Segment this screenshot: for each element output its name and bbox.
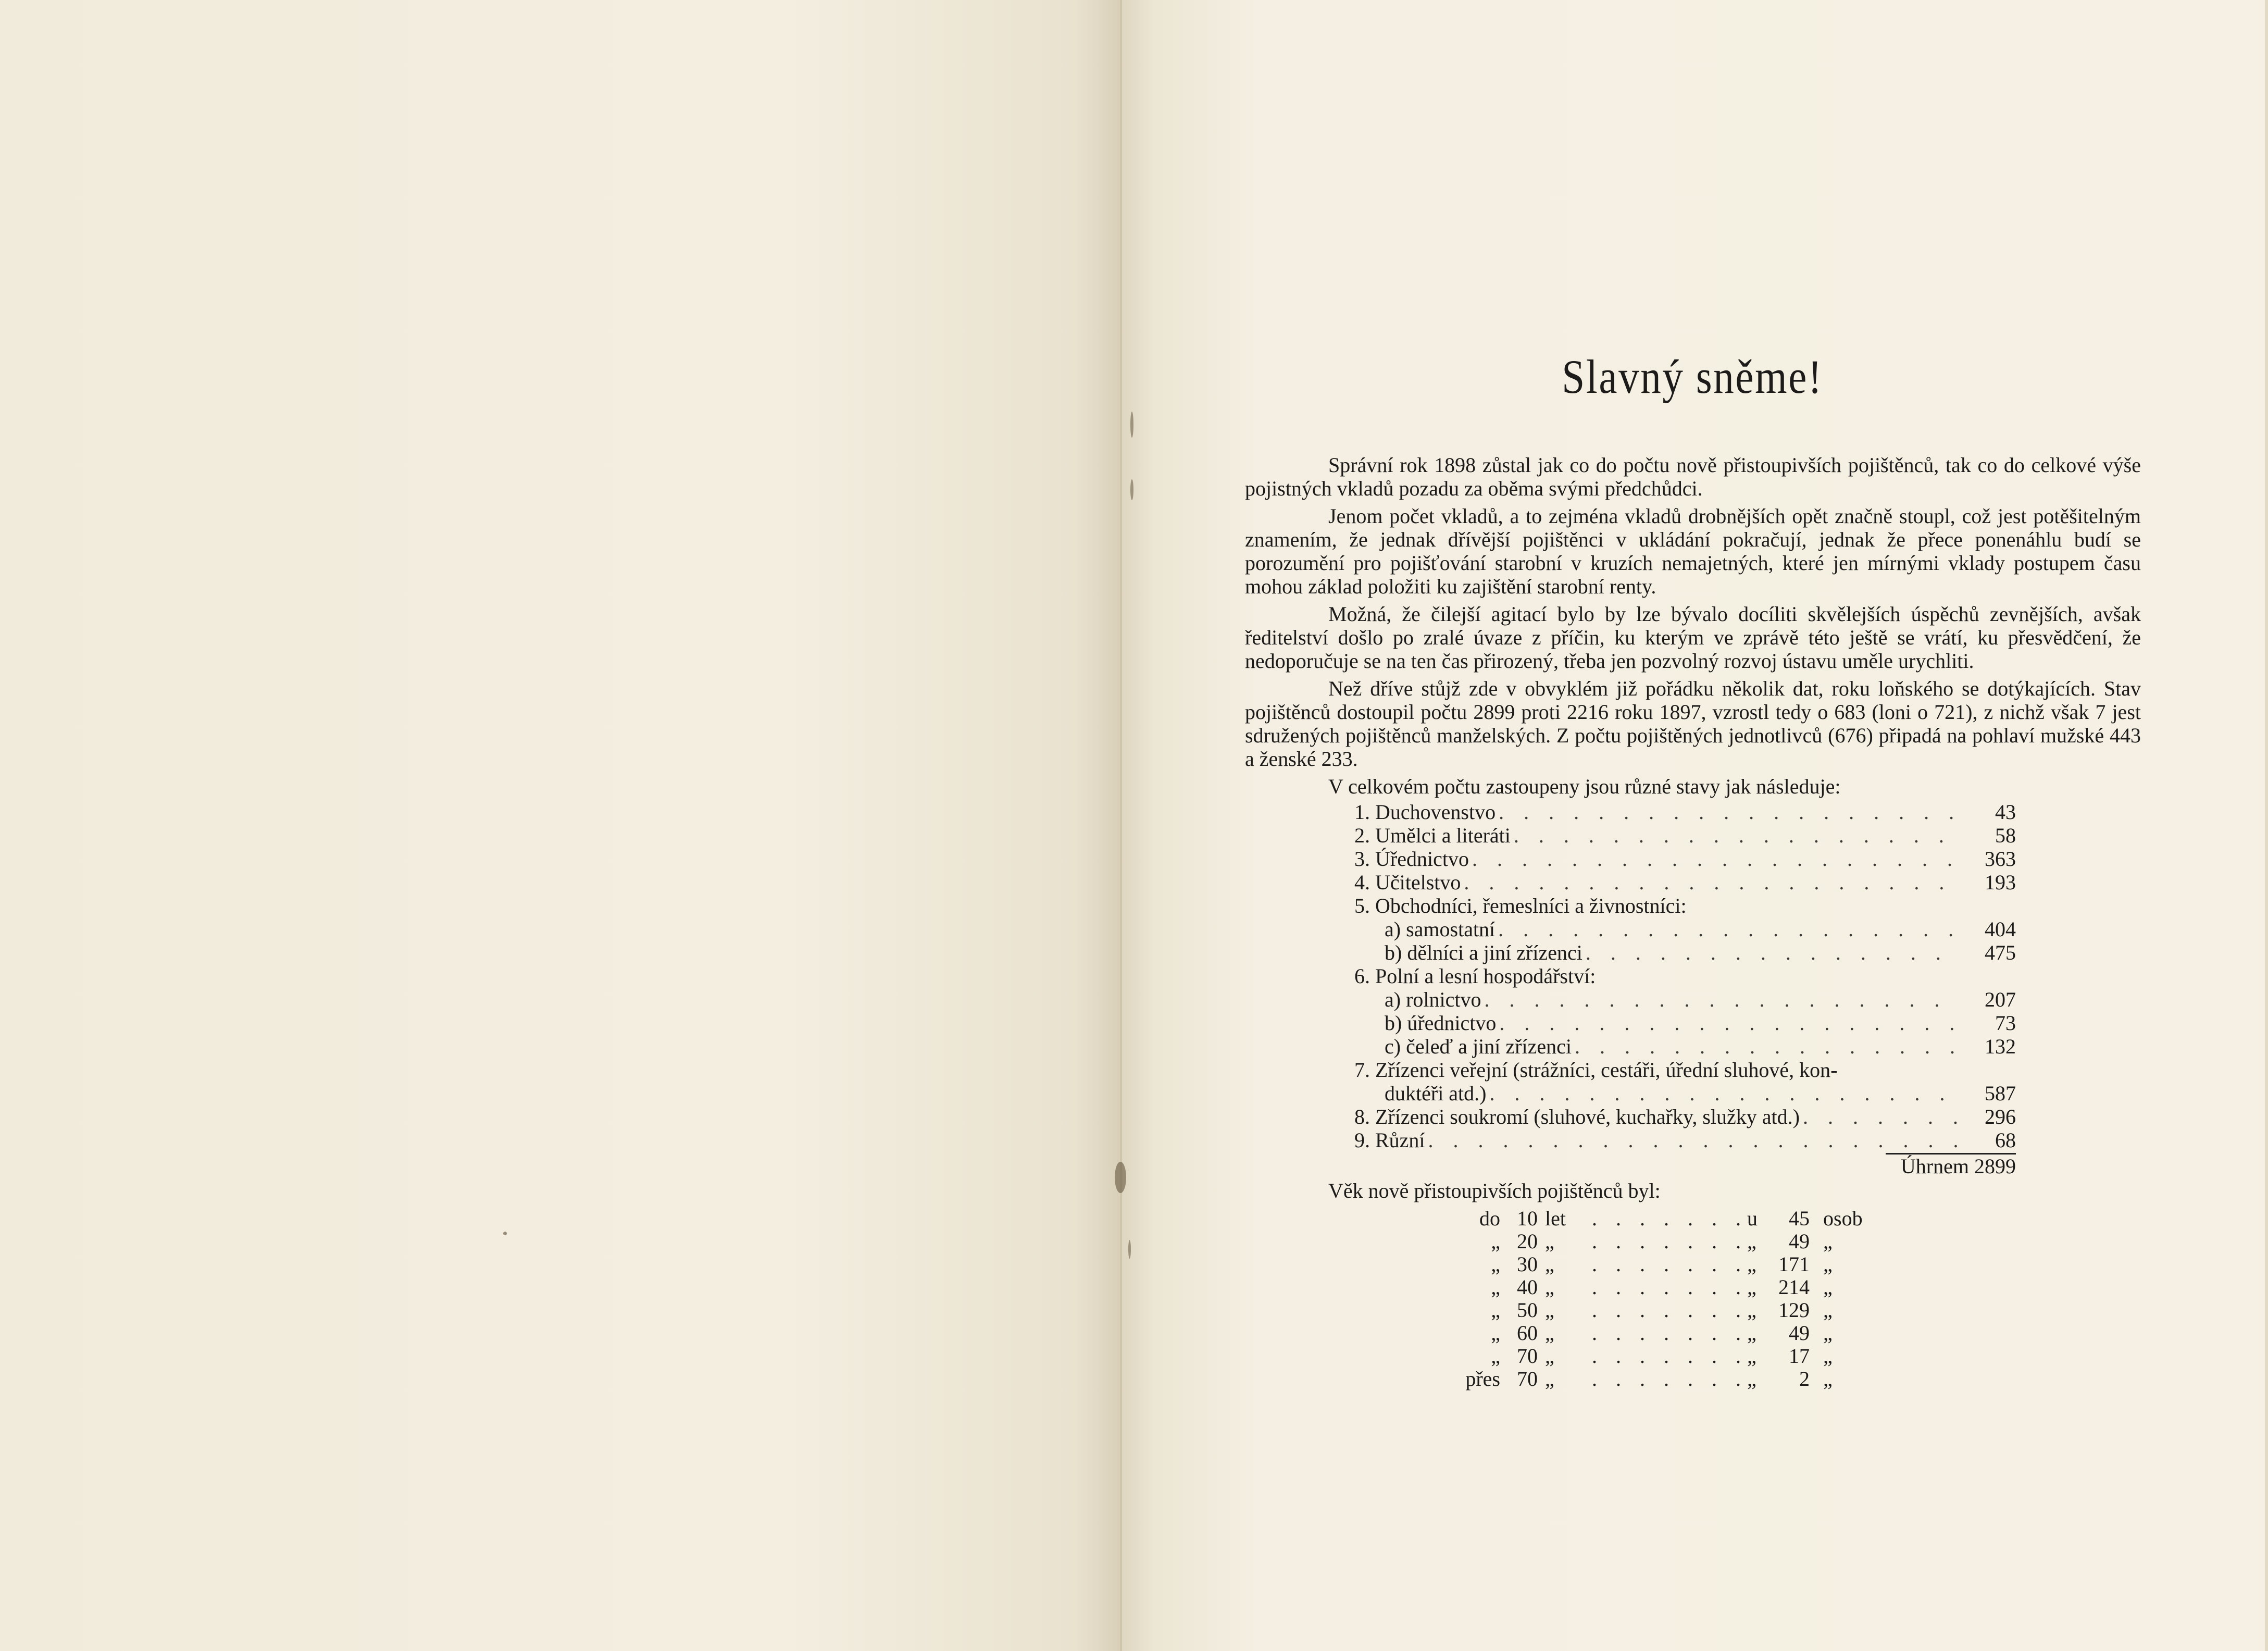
age-persons: „ [1823, 1344, 1833, 1368]
age-count: 17 [1789, 1344, 1810, 1368]
age-persons: „ [1823, 1321, 1833, 1345]
age-u: u [1747, 1207, 1758, 1230]
age-persons: „ [1823, 1230, 1833, 1253]
leader-dots [1572, 1035, 1959, 1058]
age-u: „ [1747, 1344, 1756, 1368]
paragraph: Možná, že čilejší agitací bylo by lze bývalo docíliti skvělejších úspěchů zevnějších, avšak ředitelství došlo po zralé úvaze z příčin, ku kterým ve zprávě této ještě se vrátí, ku přesvědčení, že nedoporučuje se na ten čas přirozený, třeba jen pozvolný rozvoj ústavu uměle urychliti. [1245, 602, 2141, 673]
leader-dots [1592, 1230, 1747, 1253]
paper-stain [503, 1232, 507, 1235]
row-label: duktéři atd.) [1385, 1082, 1487, 1105]
age-prefix: „ [1491, 1344, 1500, 1368]
row-label: 2. Umělci a literáti [1354, 824, 1511, 847]
row-value: 132 [1985, 1035, 2016, 1058]
left-page-blank [0, 0, 1120, 1651]
row-value: 404 [1985, 917, 2016, 941]
row-label: 6. Polní a lesní hospodářství: [1354, 964, 1596, 988]
table-row [1354, 1035, 2016, 1058]
row-label: a) samostatní [1385, 917, 1496, 941]
row-label: 5. Obchodníci, řemeslníci a živnostníci: [1354, 894, 1687, 917]
age-row [1453, 1298, 1880, 1321]
leader-dots [1592, 1344, 1747, 1368]
age-row [1453, 1367, 1880, 1390]
age-persons: „ [1823, 1275, 1833, 1299]
row-value: 475 [1985, 941, 2016, 964]
leader-dots [1592, 1298, 1747, 1322]
age-count: 45 [1789, 1207, 1810, 1230]
age-row [1453, 1230, 1880, 1252]
table-row [1354, 894, 2016, 917]
page-title: Slavný sněme! [1562, 350, 1823, 403]
leader-dots [1495, 917, 1959, 941]
row-label: b) úřednictvo [1385, 1011, 1497, 1035]
table-row [1354, 917, 2016, 941]
row-value: 43 [1995, 800, 2016, 824]
page-edge [2265, 0, 2268, 1651]
age-unit: „ [1545, 1298, 1554, 1322]
leader-dots [1582, 941, 1959, 964]
leader-dots [1496, 800, 1959, 824]
row-value: 296 [1985, 1105, 2016, 1128]
table-row [1354, 824, 2016, 847]
age-prefix: „ [1491, 1230, 1500, 1253]
age-years: 30 [1517, 1252, 1538, 1276]
age-unit: „ [1545, 1252, 1554, 1276]
age-years: 50 [1517, 1298, 1538, 1322]
age-years: 20 [1517, 1230, 1538, 1253]
leader-dots [1511, 824, 1959, 847]
age-u: „ [1747, 1252, 1756, 1276]
age-persons: „ [1823, 1367, 1833, 1391]
age-count: 2 [1799, 1367, 1810, 1391]
age-unit: let [1545, 1207, 1566, 1230]
paragraph: Jenom počet vkladů, a to zejména vkladů drobnějších opět značně stoupl, což jest potěšitelným znamením, že jednak dřívější pojištěnci v ukládání pokračují, jednak že přece ponenáhlu budí se porozumění pro pojišťování starobní v kruzích nemajetných, které jen mírnými vklady postupem času mohou základ položiti ku zajištění starobní renty. [1245, 504, 2141, 598]
age-years: 70 [1517, 1344, 1538, 1368]
paragraph: Správní rok 1898 zůstal jak co do počtu nově přistoupivších pojištěnců, tak co do celkové výše pojistných vkladů pozadu za oběma svými předchůdci. [1245, 453, 2141, 500]
age-row [1453, 1207, 1880, 1230]
age-persons: osob [1823, 1207, 1863, 1230]
row-value: 73 [1995, 1011, 2016, 1035]
document-body [1245, 453, 2141, 1390]
age-intro: Věk nově přistoupivších pojištěnců byl: [1328, 1179, 1661, 1202]
leader-dots [1592, 1367, 1747, 1391]
row-label: a) rolnictvo [1385, 988, 1481, 1011]
age-prefix: „ [1491, 1252, 1500, 1276]
paper-stain [1115, 1162, 1126, 1193]
age-u: „ [1747, 1367, 1756, 1391]
age-unit: „ [1545, 1321, 1554, 1345]
occupation-table [1354, 800, 2016, 1178]
table-row [1354, 1058, 2016, 1082]
row-value: 58 [1995, 824, 2016, 847]
row-value: 68 [1995, 1128, 2016, 1152]
leader-dots [1592, 1252, 1747, 1276]
table-row [1354, 871, 2016, 894]
age-persons: „ [1823, 1252, 1833, 1276]
table-row [1354, 964, 2016, 988]
table-row [1354, 941, 2016, 964]
leader-dots [1592, 1321, 1747, 1345]
row-label: 1. Duchovenstvo [1354, 800, 1496, 824]
age-row [1453, 1321, 1880, 1344]
leader-dots [1496, 1011, 1959, 1035]
age-count: 49 [1789, 1230, 1810, 1253]
paragraph: Než dříve stůjž zde v obvyklém již pořádku několik dat, roku loňského se dotýkajících. Stav pojištěnců dostoupil počtu 2899 proti 2216 roku 1897, vzrostl tedy o 683 (loni o 721), z nichž však 7 jest sdružených pojištěnců manželských. Z počtu pojištěných jednotlivců (676) připadá na pohlaví mužské 443 a ženské 233. [1245, 677, 2141, 771]
leader-dots [1461, 871, 1959, 894]
age-count: 171 [1778, 1252, 1810, 1276]
paper-stain [1130, 412, 1133, 438]
age-unit: „ [1545, 1230, 1554, 1253]
table-row [1354, 1011, 2016, 1035]
age-prefix: do [1479, 1207, 1500, 1230]
row-label: c) čeleď a jiní zřízenci [1385, 1035, 1572, 1058]
row-value: 363 [1985, 847, 2016, 871]
age-prefix: „ [1491, 1321, 1500, 1345]
row-label: 3. Úřednictvo [1354, 847, 1469, 871]
table-row [1354, 1082, 2016, 1105]
row-value: 207 [1985, 988, 2016, 1011]
paper-stain [1128, 1240, 1131, 1259]
age-persons: „ [1823, 1298, 1833, 1322]
age-u: „ [1747, 1230, 1756, 1253]
row-label: 8. Zřízenci soukromí (sluhové, kuchařky, služky atd.) [1354, 1105, 1800, 1128]
age-unit: „ [1545, 1275, 1554, 1299]
age-unit: „ [1545, 1344, 1554, 1368]
row-value: 193 [1985, 871, 2016, 894]
paper-stain [1130, 479, 1133, 500]
row-label: 9. Různí [1354, 1128, 1425, 1152]
age-unit: „ [1545, 1367, 1554, 1391]
total-value: 2899 [1974, 1155, 2016, 1178]
leader-dots [1425, 1128, 1959, 1152]
leader-dots [1487, 1082, 1959, 1105]
gutter [1120, 0, 1122, 1651]
row-label: b) dělníci a jiní zřízenci [1385, 941, 1582, 964]
age-years: 60 [1517, 1321, 1538, 1345]
table-row [1354, 1128, 2016, 1152]
age-prefix: přes [1465, 1367, 1500, 1391]
age-count: 49 [1789, 1321, 1810, 1345]
total-row [1354, 1155, 2016, 1178]
age-row [1453, 1252, 1880, 1275]
row-label: 7. Zřízenci veřejní (strážníci, cestáři, úřední sluhové, kon- [1354, 1058, 1838, 1082]
age-count: 214 [1778, 1275, 1810, 1299]
total-label: Úhrnem [1900, 1155, 1969, 1178]
row-label: 4. Učitelstvo [1354, 871, 1461, 894]
age-table [1453, 1207, 1880, 1390]
age-row [1453, 1275, 1880, 1298]
age-years: 40 [1517, 1275, 1538, 1299]
age-u: „ [1747, 1275, 1756, 1299]
row-value: 587 [1985, 1082, 2016, 1105]
leader-dots [1592, 1275, 1747, 1299]
age-count: 129 [1778, 1298, 1810, 1322]
age-prefix: „ [1491, 1298, 1500, 1322]
leader-dots [1592, 1207, 1747, 1230]
leader-dots [1469, 847, 1959, 871]
table-row [1354, 800, 2016, 824]
table-row [1354, 988, 2016, 1011]
table-row [1354, 847, 2016, 871]
leader-dots [1800, 1105, 1959, 1128]
age-u: „ [1747, 1321, 1756, 1345]
age-prefix: „ [1491, 1275, 1500, 1299]
age-u: „ [1747, 1298, 1756, 1322]
age-years: 70 [1517, 1367, 1538, 1391]
leader-dots [1481, 988, 1959, 1011]
age-row [1453, 1344, 1880, 1367]
age-years: 10 [1517, 1207, 1538, 1230]
stats-intro: V celkovém počtu zastoupeny jsou různé stavy jak následuje: [1328, 775, 1841, 798]
table-row [1354, 1105, 2016, 1128]
